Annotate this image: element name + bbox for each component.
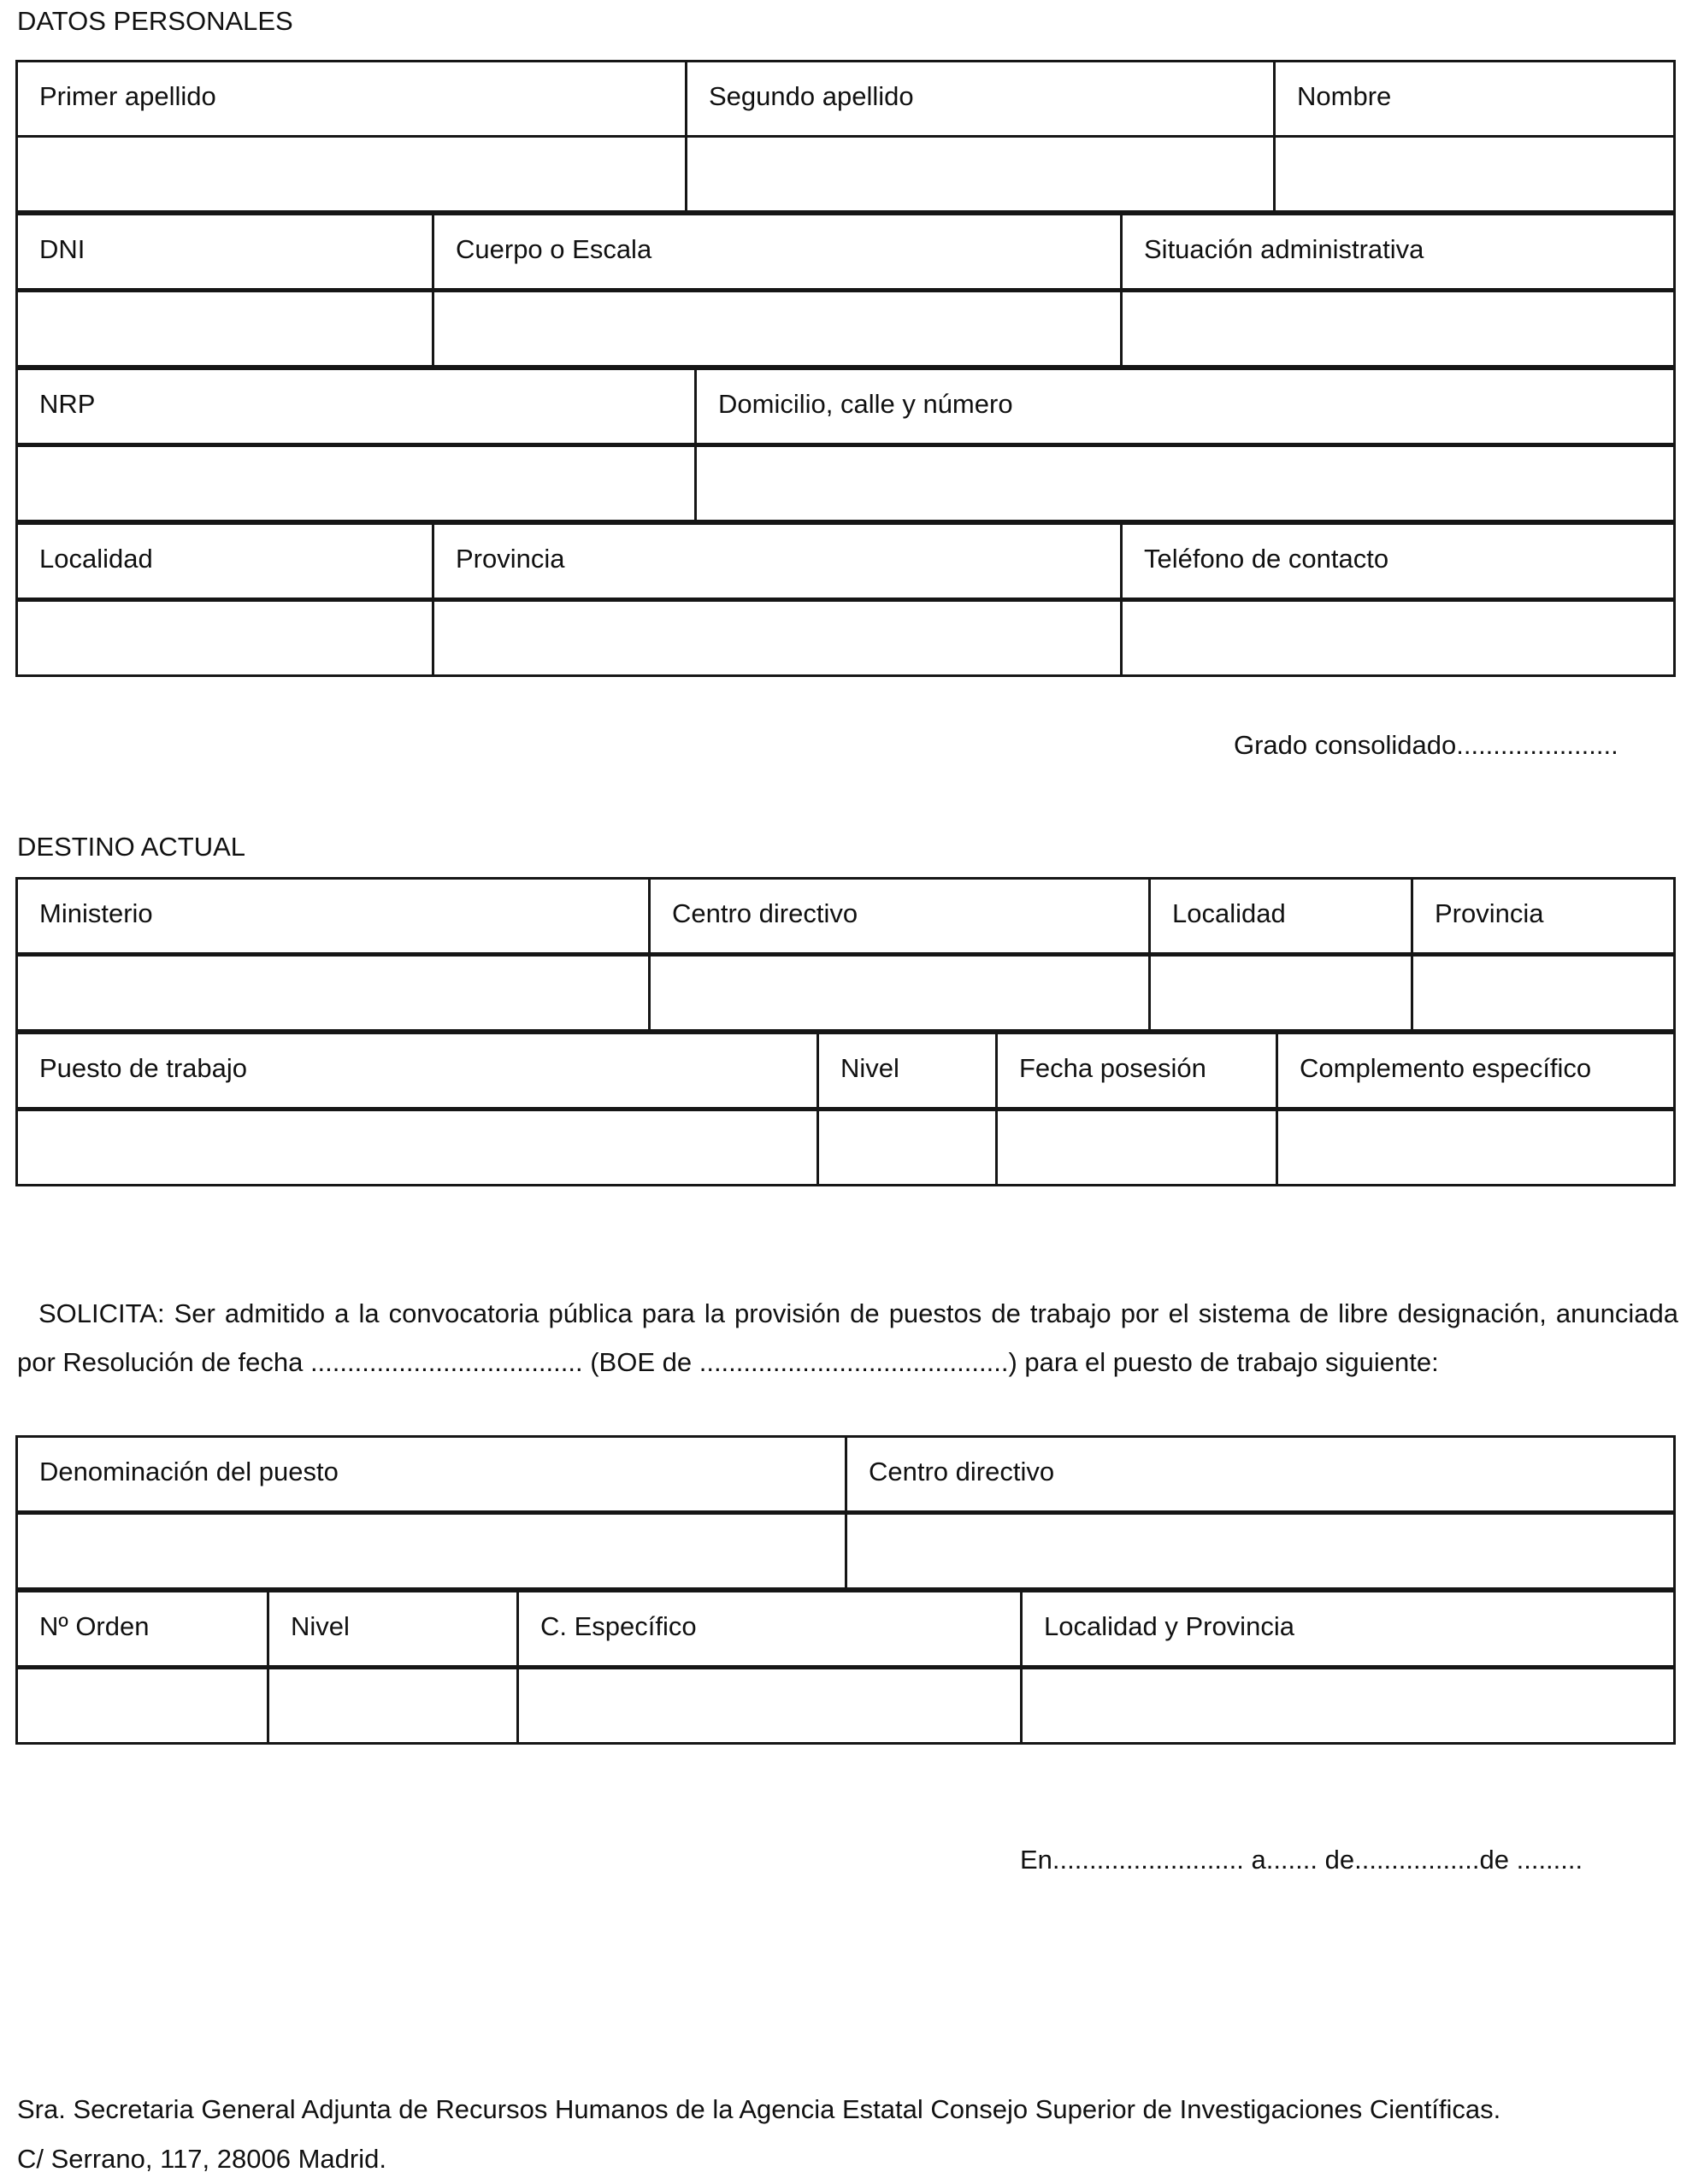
complemento-especifico-field[interactable] [1276, 1109, 1676, 1186]
field-label: Denominación del puesto [39, 1457, 339, 1486]
label-cell-ministerio [15, 877, 651, 955]
field-label: Domicilio, calle y número [718, 389, 1013, 419]
field-label: Segundo apellido [709, 81, 914, 111]
grado-consolidado-field[interactable]: Grado consolidado...................... [1234, 730, 1618, 760]
centro-directivo-field[interactable] [845, 1512, 1676, 1590]
field-label: Provincia [456, 544, 565, 574]
label-cell-localidad-provincia [1020, 1590, 1676, 1668]
table-row [15, 1667, 1678, 1745]
field-label: Complemento específico [1300, 1053, 1592, 1083]
field-label: Teléfono de contacto [1144, 544, 1389, 574]
label-cell-c-especifico [516, 1590, 1023, 1668]
section-title-datos-personales: DATOS PERSONALES [17, 6, 293, 36]
label-cell-numero-orden [15, 1590, 269, 1668]
nivel-field[interactable] [267, 1667, 519, 1745]
table-row [15, 368, 1678, 445]
table-row [15, 1590, 1678, 1668]
solicita-paragraph: SOLICITA: Ser admitido a la convocatoria pública para la provisión de puestos de trabajo por el sistema de libre designación, anunciada por Resolución de fecha ..................................... (BOE de ..........................................) para el puesto de trabajo siguiente: [17, 1298, 1678, 1377]
label-cell-provincia [1411, 877, 1676, 955]
field-label: Nº Orden [39, 1611, 150, 1641]
nivel-field[interactable] [817, 1109, 998, 1186]
label-cell-nivel [267, 1590, 519, 1668]
datos-personales-table [15, 60, 1678, 680]
label-cell-domicilio [694, 368, 1676, 445]
localidad-field[interactable] [15, 599, 434, 677]
fecha-posesion-field[interactable] [995, 1109, 1278, 1186]
table-row [15, 877, 1678, 955]
field-label: Centro directivo [869, 1457, 1055, 1486]
nombre-field[interactable] [1273, 135, 1676, 213]
label-cell-denominacion-puesto [15, 1435, 847, 1513]
table-row [15, 135, 1678, 213]
field-label: Nivel [840, 1053, 899, 1083]
ministerio-field[interactable] [15, 954, 651, 1032]
field-label: Localidad y Provincia [1044, 1611, 1294, 1641]
field-label: Centro directivo [672, 898, 858, 928]
label-cell-localidad [1148, 877, 1413, 955]
segundo-apellido-field[interactable] [685, 135, 1276, 213]
field-label: C. Específico [540, 1611, 697, 1641]
field-label: Provincia [1435, 898, 1544, 928]
destinatario-line: Sra. Secretaria General Adjunta de Recursos Humanos de la Agencia Estatal Consejo Superior de Investigaciones Científicas. [17, 2094, 1501, 2124]
domicilio-field[interactable] [694, 444, 1676, 522]
provincia-field[interactable] [432, 599, 1123, 677]
fecha-lugar-line[interactable]: En.......................... a....... de.................de ......... [1020, 1845, 1583, 1875]
field-label: Nivel [291, 1611, 350, 1641]
label-cell-cuerpo-escala [432, 213, 1123, 291]
numero-orden-field[interactable] [15, 1667, 269, 1745]
nrp-field[interactable] [15, 444, 697, 522]
field-label: Localidad [1172, 898, 1286, 928]
field-label: Localidad [39, 544, 153, 574]
label-cell-situacion-administrativa [1120, 213, 1676, 291]
table-row [15, 954, 1678, 1032]
c-especifico-field[interactable] [516, 1667, 1023, 1745]
field-label: Primer apellido [39, 81, 216, 111]
table-row [15, 60, 1678, 138]
table-row [15, 1435, 1678, 1513]
field-label: Situación administrativa [1144, 234, 1424, 264]
table-row [15, 1109, 1678, 1186]
table-row [15, 290, 1678, 368]
centro-directivo-field[interactable] [648, 954, 1151, 1032]
table-row [15, 599, 1678, 677]
field-label: Ministerio [39, 898, 153, 928]
primer-apellido-field[interactable] [15, 135, 687, 213]
provincia-field[interactable] [1411, 954, 1676, 1032]
label-cell-centro-directivo [648, 877, 1151, 955]
destino-actual-table [15, 877, 1678, 1188]
label-cell-nivel [817, 1032, 998, 1110]
localidad-provincia-field[interactable] [1020, 1667, 1676, 1745]
table-row [15, 213, 1678, 291]
label-cell-complemento-especifico [1276, 1032, 1676, 1110]
label-cell-nrp [15, 368, 697, 445]
situacion-administrativa-field[interactable] [1120, 290, 1676, 368]
denominacion-puesto-field[interactable] [15, 1512, 847, 1590]
table-row [15, 1032, 1678, 1110]
field-label: DNI [39, 234, 85, 264]
cuerpo-escala-field[interactable] [432, 290, 1123, 368]
localidad-field[interactable] [1148, 954, 1413, 1032]
label-cell-provincia [432, 522, 1123, 600]
label-cell-fecha-posesion [995, 1032, 1278, 1110]
field-label: NRP [39, 389, 96, 419]
label-cell-dni [15, 213, 434, 291]
field-label: Puesto de trabajo [39, 1053, 248, 1083]
label-cell-telefono [1120, 522, 1676, 600]
field-label: Fecha posesión [1019, 1053, 1206, 1083]
label-cell-puesto-trabajo [15, 1032, 819, 1110]
label-cell-segundo-apellido [685, 60, 1276, 138]
table-row [15, 522, 1678, 600]
label-cell-centro-directivo [845, 1435, 1676, 1513]
destinatario-address: C/ Serrano, 117, 28006 Madrid. [17, 2144, 386, 2174]
dni-field[interactable] [15, 290, 434, 368]
label-cell-localidad [15, 522, 434, 600]
table-row [15, 1512, 1678, 1590]
table-row [15, 444, 1678, 522]
field-label: Nombre [1297, 81, 1392, 111]
section-title-destino-actual: DESTINO ACTUAL [17, 832, 245, 862]
label-cell-nombre [1273, 60, 1676, 138]
puesto-solicitado-table [15, 1435, 1678, 1745]
label-cell-primer-apellido [15, 60, 687, 138]
field-label: Cuerpo o Escala [456, 234, 652, 264]
telefono-field[interactable] [1120, 599, 1676, 677]
puesto-trabajo-field[interactable] [15, 1109, 819, 1186]
